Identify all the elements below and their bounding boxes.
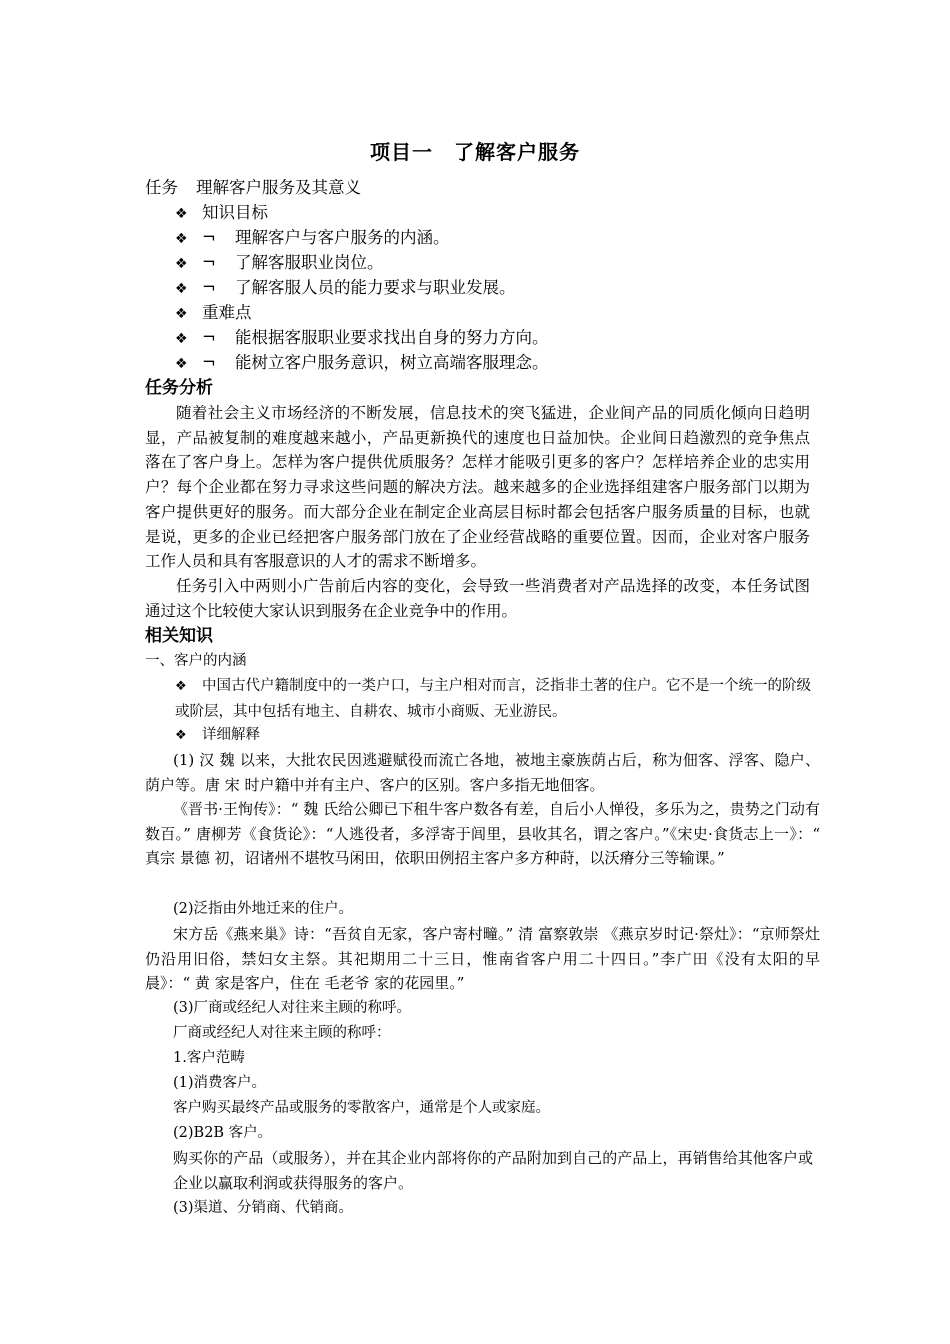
page-title: 项目一 了解客户服务: [370, 140, 580, 164]
task-label: 任务: [145, 178, 178, 197]
diamond-bullet-icon: ❖: [175, 281, 188, 297]
category-item: (3)渠道、分销商、代销商。: [173, 1200, 354, 1216]
explanation-line: 厂商或经纪人对往来主顾的称呼：: [173, 1025, 391, 1041]
section-heading-knowledge: 相关知识: [145, 626, 213, 646]
objective-item: ❖ ¬ 能树立客户服务意识，树立高端客服理念。: [175, 351, 549, 377]
section-heading-analysis: 任务分析: [145, 378, 213, 398]
objective-item: ❖ 重难点: [175, 301, 252, 327]
negation-mark: ¬: [202, 278, 216, 297]
subsection-heading: 一、客户的内涵: [145, 653, 247, 669]
explanation-paragraph: 《晋书·王恂传》：“ 魏 氏给公卿已下租牛客户数各有差，自后小人惮役，多乐为之，贵势之门动有数百。” 唐柳芳《食货论》：“人逃役者，多浮寄于闾里，县收其名，谓之客户。”《宋史·食货志上一》：“ 真宗 景德 初，诏诸州不堪牧马闲田，依职田例招主客户多方种莳，以沃瘠分三等输课。”: [145, 800, 820, 868]
category-description: 客户购买最终产品或服务的零散客户，通常是个人或家庭。: [173, 1100, 550, 1116]
diamond-bullet-icon: ❖: [175, 306, 188, 322]
category-item: (2)B2B 客户。: [173, 1125, 273, 1141]
objective-item: ❖ ¬ 了解客服人员的能力要求与职业发展。: [175, 276, 516, 302]
knowledge-bullet: ❖ 中国古代户籍制度中的一类户口，与主户相对而言，泛指非土著的住户。它不是一个统一的阶级或阶层，其中包括有地主、自耕农、城市小商贩、无业游民。: [175, 674, 815, 724]
category-description: 购买你的产品（或服务），并在其企业内部将你的产品附加到自己的产品上，再销售给其他客户或企业以赢取利润或获得服务的客户。: [173, 1149, 813, 1192]
diamond-bullet-icon: ❖: [175, 728, 187, 743]
diamond-bullet-icon: ❖: [175, 679, 187, 694]
category-item: (1)消费客户。: [173, 1075, 267, 1091]
diamond-bullet-icon: ❖: [175, 206, 188, 222]
explanation-line: (2)泛指由外地迁来的住户。: [173, 901, 354, 917]
diamond-bullet-icon: ❖: [175, 356, 188, 372]
task-line: [145, 176, 361, 201]
knowledge-bullet: ❖ 详细解释: [175, 723, 815, 749]
explanation-line: (3)厂商或经纪人对往来主顾的称呼。: [173, 1000, 412, 1016]
negation-mark: ¬: [202, 328, 216, 347]
negation-mark: ¬: [202, 353, 216, 372]
explanation-paragraph: (1) 汉 魏 以来，大批农民因逃避赋役而流亡各地，被地主豪族荫占后，称为佃客、浮客、隐户、荫户等。唐 宋 时户籍中并有主户、客户的区别。客户多指无地佃客。: [145, 751, 820, 794]
objective-item: ❖ ¬ 理解客户与客户服务的内涵。: [175, 226, 450, 252]
objective-item: ❖ ¬ 了解客服职业岗位。: [175, 251, 384, 277]
objective-item: ❖ 知识目标: [175, 201, 268, 227]
diamond-bullet-icon: ❖: [175, 231, 188, 247]
explanation-paragraph: 宋方岳《燕来巢》诗：“吾贫自无家，客户寄村疃。” 清 富察敦崇 《燕京岁时记·祭灶》：“京师祭灶仍沿用旧俗，禁妇女主祭。其祀期用二十三日，惟南省客户用二十四日。”李广田《没有太阳的早晨》：“ 黄 家是客户，住在 毛老爷 家的花园里。”: [145, 925, 820, 993]
analysis-paragraph: 任务引入中两则小广告前后内容的变化，会导致一些消费者对产品选择的改变，本任务试图通过这个比较使大家认识到服务在企业竞争中的作用。: [145, 577, 810, 620]
objective-item: ❖ ¬ 能根据客服职业要求找出自身的努力方向。: [175, 326, 549, 352]
category-heading: 1.客户范畴: [173, 1050, 245, 1066]
negation-mark: ¬: [202, 228, 216, 247]
analysis-paragraph: 随着社会主义市场经济的不断发展，信息技术的突飞猛进，企业间产品的同质化倾向日趋明显，产品被复制的难度越来越小，产品更新换代的速度也日益加快。企业间日趋激烈的竞争焦点落在了客户身上。怎样为客户提供优质服务？怎样才能吸引更多的客户？怎样培养企业的忠实用户？每个企业都在努力寻求这些问题的解决方法。越来越多的企业选择组建客户服务部门以期为客户提供更好的服务。而大部分企业在制定企业高层目标时都会包括客户服务质量的目标，也就是说，更多的企业已经把客户服务部门放在了企业经营战略的重要位置。因而，企业对客户服务工作人员和具有客服意识的人才的需求不断增多。: [145, 404, 810, 571]
diamond-bullet-icon: ❖: [175, 256, 188, 272]
task-text: 理解客户服务及其意义: [196, 178, 361, 197]
diamond-bullet-icon: ❖: [175, 331, 188, 347]
negation-mark: ¬: [202, 253, 216, 272]
